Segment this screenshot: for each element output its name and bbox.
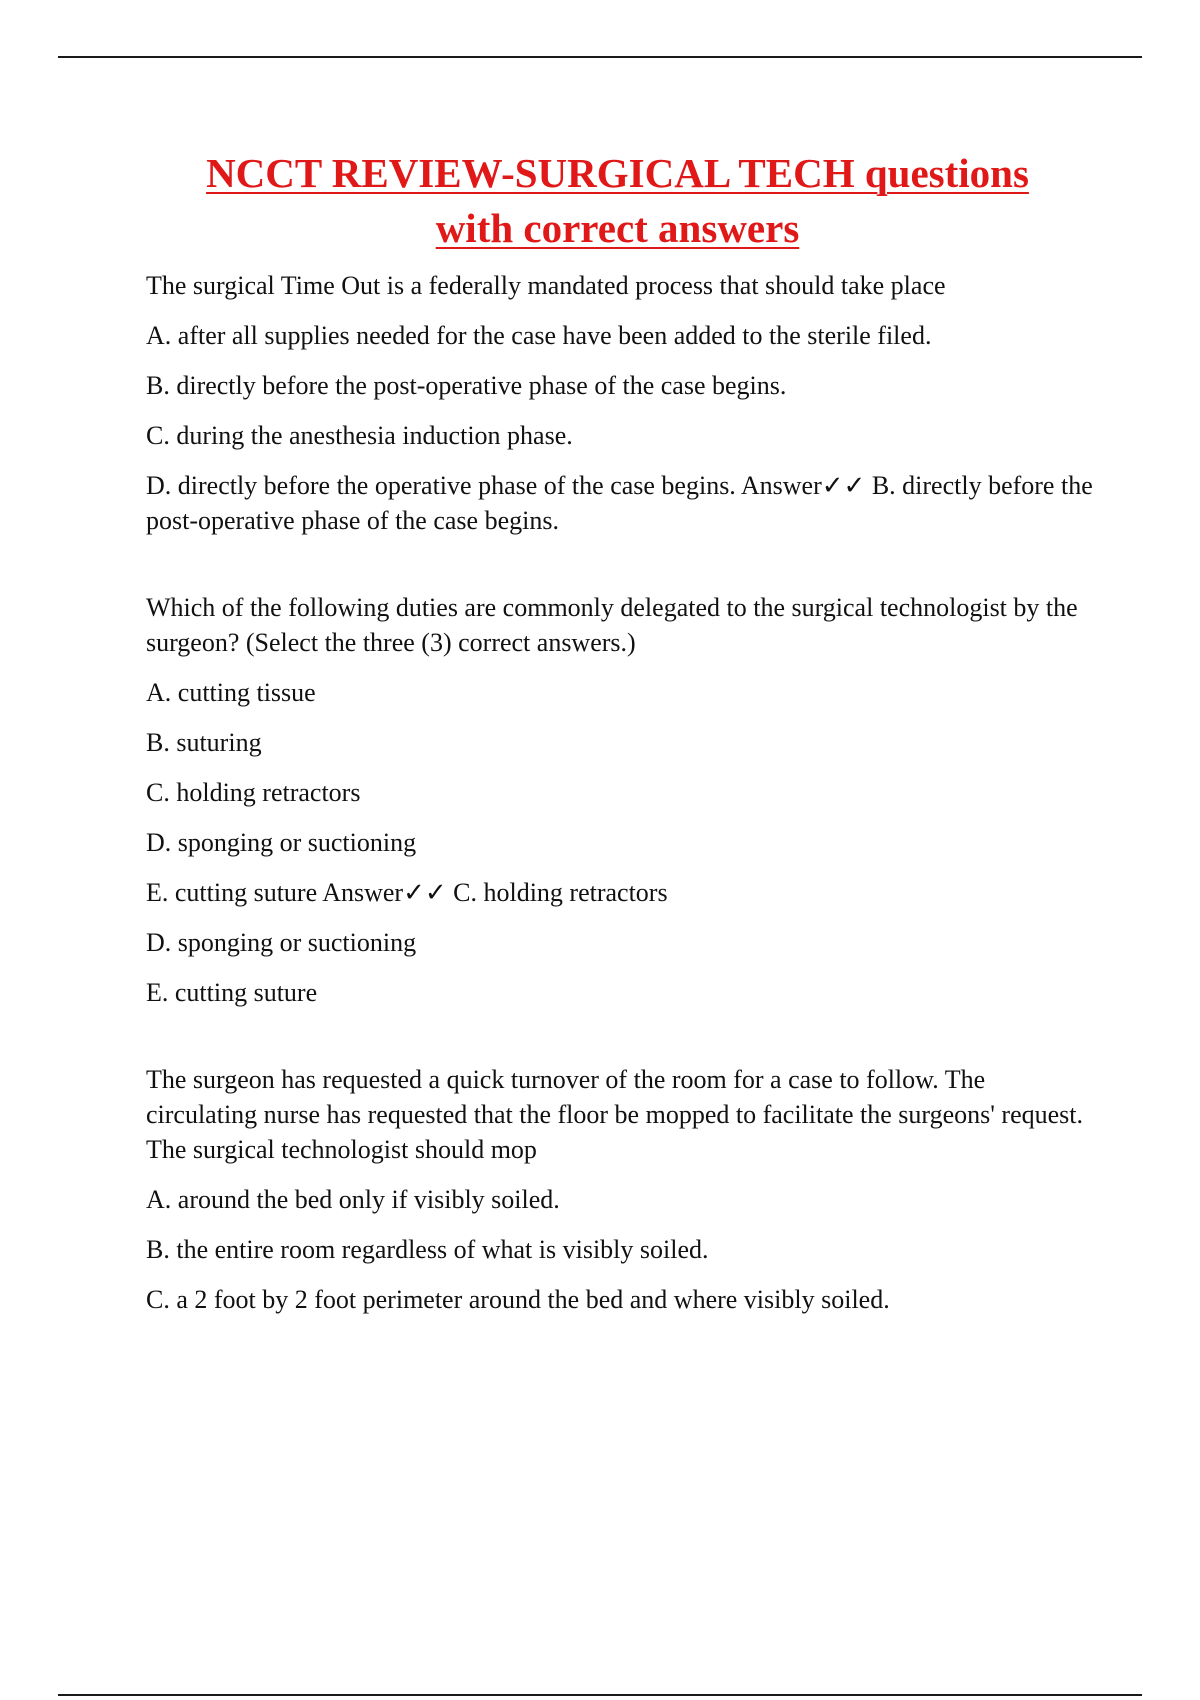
document-body — [146, 268, 1096, 1332]
answer-option: C. a 2 foot by 2 foot perimeter around the bed and where visibly soiled. — [146, 1285, 890, 1314]
answer-option: A. cutting tissue — [146, 678, 316, 707]
answer-option: A. around the bed only if visibly soiled. — [146, 1185, 560, 1214]
answer-line: E. cutting suture — [146, 978, 318, 1007]
answer-line: D. sponging or suctioning — [146, 928, 417, 957]
title-line-1: NCCT REVIEW-SURGICAL TECH questions — [206, 150, 1029, 196]
question-3 — [146, 1062, 1096, 1317]
question-1 — [146, 268, 1096, 538]
answer-option-with-answer: E. cutting suture Answer✓✓ C. holding retractors — [146, 878, 668, 907]
question-stem: The surgical Time Out is a federally mandated process that should take place — [146, 271, 946, 300]
answer-option: C. during the anesthesia induction phase. — [146, 421, 573, 450]
title-line-2: with correct answers — [435, 205, 800, 251]
answer-option: B. the entire room regardless of what is visibly soiled. — [146, 1235, 709, 1264]
document-title — [120, 146, 1115, 256]
answer-option: B. directly before the post-operative phase of the case begins. — [146, 371, 787, 400]
top-divider — [58, 56, 1142, 58]
answer-option: D. sponging or suctioning — [146, 828, 417, 857]
question-stem: Which of the following duties are commonly delegated to the surgical technologist by the surgeon? (Select the three (3) correct answers.) — [146, 593, 1078, 657]
answer-option: A. after all supplies needed for the case have been added to the sterile filed. — [146, 321, 932, 350]
answer-option: C. holding retractors — [146, 778, 361, 807]
question-2 — [146, 590, 1096, 1010]
bottom-divider — [58, 1694, 1142, 1696]
question-stem: The surgeon has requested a quick turnover of the room for a case to follow. The circulating nurse has requested that the floor be mopped to facilitate the surgeons' request. The surgical technologist should mop — [146, 1065, 1084, 1164]
answer-option-with-answer: D. directly before the operative phase of the case begins. Answer✓✓ B. directly before the post-operative phase of the case begins. — [146, 471, 1093, 535]
answer-option: B. suturing — [146, 728, 262, 757]
